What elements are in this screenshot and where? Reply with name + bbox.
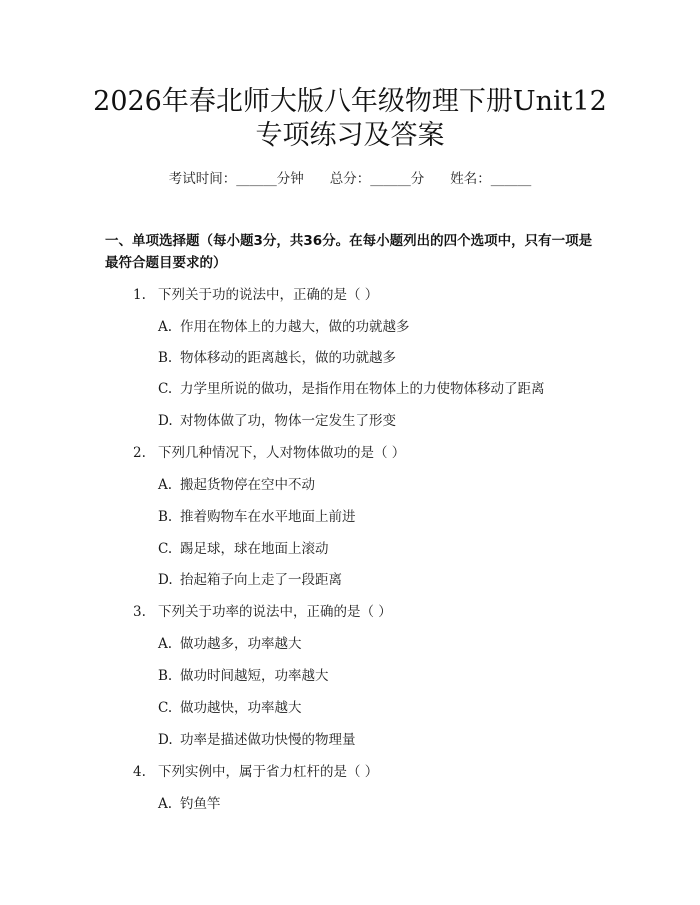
option-text: 力学里所说的做功，是指作用在物体上的力使物体移动了距离 <box>180 381 545 397</box>
document-title-line-1: 2026年春北师大版八年级物理下册Unit12 <box>93 86 607 117</box>
option-text: 做功越快，功率越大 <box>180 700 302 716</box>
option-letter: C. <box>158 381 173 397</box>
exam-time-field: 考试时间：______分钟 <box>168 171 304 187</box>
answer-option <box>158 568 342 588</box>
total-score-field: 总分：______分 <box>329 171 425 187</box>
answer-option <box>158 409 396 429</box>
option-letter: A. <box>158 636 173 652</box>
section-heading: 一、单项选择题（每小题3分，共36分。在每小题列出的四个选项中，只有一项是最符合题目要求的） <box>105 233 593 271</box>
question-text: 下列实例中，属于省力杠杆的是（ ） <box>158 764 379 780</box>
option-text: 对物体做了功，物体一定发生了形变 <box>180 413 396 429</box>
question-number: 1. <box>133 287 146 303</box>
student-name-field: 姓名：______ <box>450 171 532 187</box>
option-text: 做功时间越短，功率越大 <box>180 668 329 684</box>
question-text: 下列关于功率的说法中，正确的是（ ） <box>158 604 392 620</box>
answer-option <box>158 632 302 652</box>
answer-option <box>158 792 221 812</box>
answer-option <box>158 537 329 557</box>
answer-option <box>158 728 356 748</box>
answer-option <box>158 505 356 525</box>
answer-option <box>158 473 315 493</box>
option-letter: C. <box>158 700 173 716</box>
option-text: 物体移动的距离越长，做的功就越多 <box>180 350 396 366</box>
option-letter: D. <box>158 572 173 588</box>
question-stem <box>133 283 378 303</box>
question-stem <box>133 760 378 780</box>
option-letter: C. <box>158 541 173 557</box>
option-text: 踢足球，球在地面上滚动 <box>180 541 329 557</box>
question-number: 2. <box>133 445 146 461</box>
option-letter: D. <box>158 413 173 429</box>
answer-option <box>158 346 396 366</box>
option-letter: B. <box>158 350 173 366</box>
document-title-line-2: 专项练习及答案 <box>255 120 445 151</box>
question-number: 3. <box>133 604 146 620</box>
option-text: 搬起货物停在空中不动 <box>180 477 315 493</box>
option-letter: A. <box>158 796 173 812</box>
option-text: 推着购物车在水平地面上前进 <box>180 509 356 525</box>
question-number: 4. <box>133 764 146 780</box>
option-text: 做功越多，功率越大 <box>180 636 302 652</box>
option-letter: A. <box>158 319 173 335</box>
answer-option <box>158 315 410 335</box>
answer-option <box>158 664 329 684</box>
option-letter: B. <box>158 509 173 525</box>
option-letter: D. <box>158 732 173 748</box>
answer-option <box>158 696 302 716</box>
option-text: 钓鱼竿 <box>180 796 221 812</box>
answer-option <box>158 377 545 397</box>
option-text: 功率是描述做功快慢的物理量 <box>180 732 356 748</box>
option-text: 作用在物体上的力越大，做的功就越多 <box>180 319 410 335</box>
question-stem <box>133 441 405 461</box>
question-text: 下列关于功的说法中，正确的是（ ） <box>158 287 379 303</box>
question-stem <box>133 600 392 620</box>
option-letter: A. <box>158 477 173 493</box>
option-text: 抬起箱子向上走了一段距离 <box>180 572 342 588</box>
option-letter: B. <box>158 668 173 684</box>
exam-meta-row <box>0 167 700 187</box>
question-text: 下列几种情况下，人对物体做功的是（ ） <box>158 445 406 461</box>
